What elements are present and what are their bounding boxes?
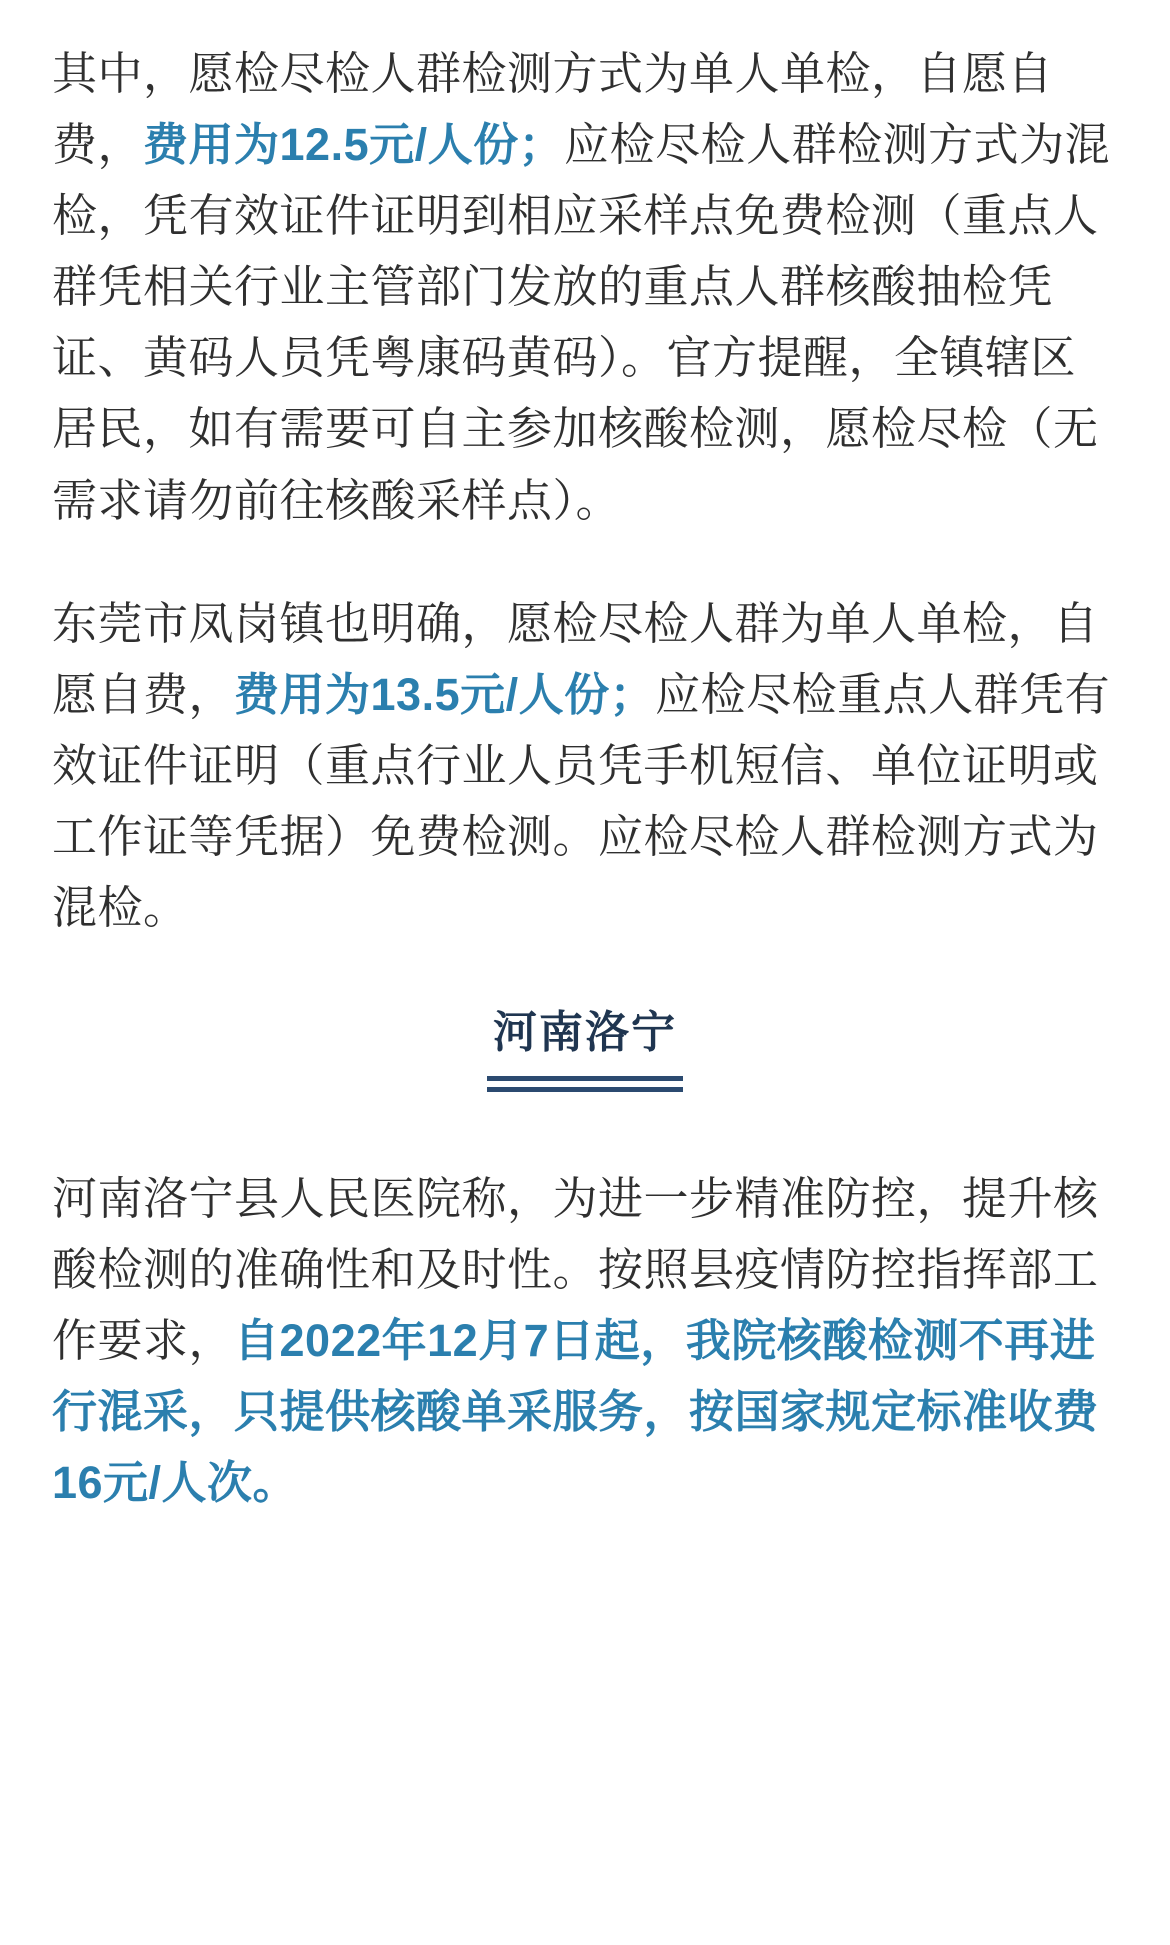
paragraph-3-text-lead: 河南洛宁县人民医院称，为进一步精准防控，提升核酸检测的准确性和及时性。按照县疫情防控指挥部工作要求， bbox=[52, 1172, 1099, 1367]
paragraph-3-highlight-policy: 自2022年12月7日起，我院核酸检测不再进行混采，只提供核酸单采服务，按国家规定标准收费16元/人次。 bbox=[52, 1315, 1099, 1509]
paragraph-3 bbox=[52, 1163, 1118, 1518]
paragraph-1-text-lead: 其中，愿检尽检人群检测方式为单人单检，自愿自费， bbox=[52, 48, 1054, 171]
paragraph-2 bbox=[52, 588, 1118, 943]
section-divider bbox=[52, 1076, 1118, 1097]
section-title: 河南洛宁 bbox=[493, 1008, 677, 1058]
double-rule-gap bbox=[487, 1081, 683, 1087]
paragraph-1-text-rest: 应检尽检人群检测方式为混检，凭有效证件证明到相应采样点免费检测（重点人群凭相关行业主管部门发放的重点人群核酸抽检凭证、黄码人员凭粤康码黄码）。官方提醒，全镇辖区居民，如有需要可自主参加核酸检测，愿检尽检（无需求请勿前往核酸采样点）。 bbox=[52, 119, 1111, 526]
paragraph-2-highlight-fee: 费用为13.5元/人份； bbox=[234, 668, 656, 720]
double-rule-icon bbox=[487, 1076, 683, 1092]
paragraph-2-text-rest: 应检尽检重点人群凭有效证件证明（重点行业人员凭手机短信、单位证明或工作证等凭据）免费检测。应检尽检人群检测方式为混检。 bbox=[52, 668, 1111, 934]
paragraph-1 bbox=[52, 38, 1118, 536]
paragraph-1-highlight-fee: 费用为12.5元/人份； bbox=[143, 119, 565, 171]
section-heading bbox=[52, 1007, 1118, 1097]
paragraph-2-text-lead: 东莞市凤岗镇也明确，愿检尽检人群为单人单检，自愿自费， bbox=[52, 597, 1099, 720]
